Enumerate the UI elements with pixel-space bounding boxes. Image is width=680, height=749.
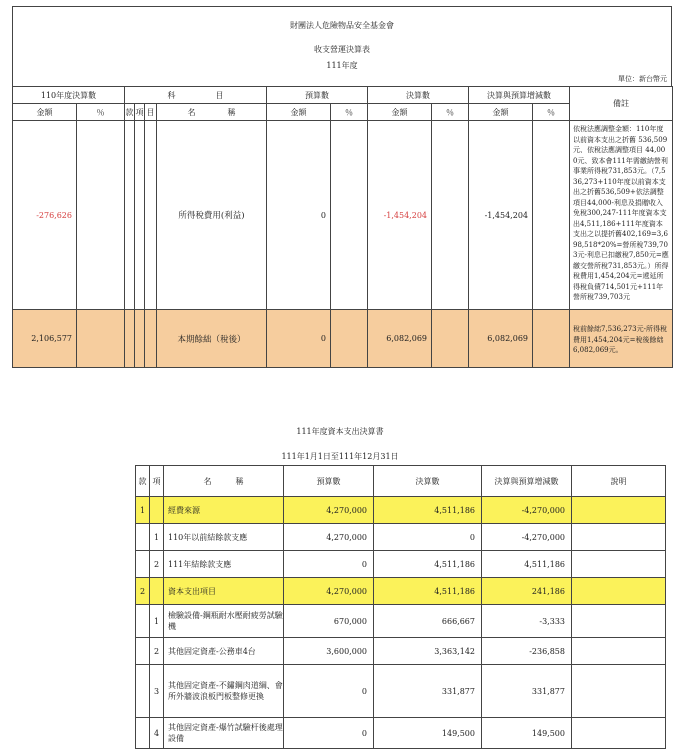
actual-amount: 6,082,069: [368, 310, 432, 368]
diff-amount: -3,333: [482, 605, 572, 638]
diff-amount: -4,270,000: [482, 524, 572, 551]
table-row: [136, 605, 666, 638]
revenue-expense-statement: [12, 6, 672, 368]
table-row: [136, 524, 666, 551]
sub-amount: 金額: [267, 104, 331, 121]
diff-amount: -1,454,204: [469, 121, 533, 310]
diff-amount: 331,877: [482, 665, 572, 718]
table-row: [136, 497, 666, 524]
col-actual: 決算數: [374, 466, 482, 497]
col-kuan: 款: [136, 466, 150, 497]
budget-amount: 4,270,000: [284, 497, 374, 524]
item-name: 其他固定資產-公務車4台: [164, 638, 284, 665]
actual-amount: 0: [374, 524, 482, 551]
desc-cell: [572, 578, 666, 605]
desc-cell: [572, 718, 666, 749]
col-budget: 預算數: [267, 87, 368, 104]
diff-amount: 241,186: [482, 578, 572, 605]
table-row: [13, 121, 673, 310]
col-name: 名 稱: [164, 466, 284, 497]
statement-year: 111年度: [326, 61, 358, 70]
table-row: [136, 718, 666, 749]
kuan-cell: [136, 551, 150, 578]
item-name: 經費來源: [164, 497, 284, 524]
xiang-cell: 3: [150, 665, 164, 718]
item-name: 其他固定資產-不鏽鋼肉道綱、會所外牆波浪板門板整修更換: [164, 665, 284, 718]
col-desc: 說明: [572, 466, 666, 497]
budget-amount: 0: [284, 551, 374, 578]
item-name: 110年以前結餘款支應: [164, 524, 284, 551]
sub-percent: ％: [533, 104, 570, 121]
sub-amount: 金額: [368, 104, 432, 121]
budget-amount: 670,000: [284, 605, 374, 638]
capex-period: 111年1月1日至111年12月31日: [281, 452, 399, 461]
item-name: 111年結餘款支應: [164, 551, 284, 578]
capex-title: 111年度資本支出決算書: [296, 427, 384, 436]
kuan-cell: [136, 638, 150, 665]
diff-amount: 4,511,186: [482, 551, 572, 578]
item-name: 本期餘絀（稅後）: [157, 310, 267, 368]
col-prev-year: 110年度決算數: [13, 87, 125, 104]
xiang-cell: [150, 497, 164, 524]
sub-kuan: 款: [125, 104, 135, 121]
sub-amount: 金額: [469, 104, 533, 121]
currency-unit: 單位：新台幣元: [618, 75, 667, 83]
actual-amount: 666,667: [374, 605, 482, 638]
budget-amount: 0: [267, 121, 331, 310]
xiang-cell: 4: [150, 718, 164, 749]
actual-amount: 149,500: [374, 718, 482, 749]
sub-percent: ％: [432, 104, 469, 121]
col-actual: 決算數: [368, 87, 469, 104]
sub-mu: 目: [145, 104, 157, 121]
actual-amount: 3,363,142: [374, 638, 482, 665]
diff-amount: 6,082,069: [469, 310, 533, 368]
xiang-cell: 2: [150, 638, 164, 665]
table-row-total: [13, 310, 673, 368]
xiang-cell: 1: [150, 605, 164, 638]
table-row: [136, 665, 666, 718]
col-budget: 預算數: [284, 466, 374, 497]
xiang-cell: 2: [150, 551, 164, 578]
table-row: [136, 551, 666, 578]
actual-amount: 4,511,186: [374, 578, 482, 605]
budget-amount: 0: [267, 310, 331, 368]
col-subject: 科 目: [125, 87, 267, 104]
item-name: 檢驗設備-鋼瓶耐水壓耐疲勞試驗機: [164, 605, 284, 638]
xiang-cell: 1: [150, 524, 164, 551]
desc-cell: [572, 524, 666, 551]
item-name: 其他固定資產-爆竹試驗杆後處理設備: [164, 718, 284, 749]
item-name: 所得稅費用(利益): [157, 121, 267, 310]
kuan-cell: 1: [136, 497, 150, 524]
col-diff: 決算與預算增減數: [469, 87, 570, 104]
diff-amount: -236,858: [482, 638, 572, 665]
kuan-cell: [136, 605, 150, 638]
budget-amount: 3,600,000: [284, 638, 374, 665]
kuan-cell: [136, 718, 150, 749]
desc-cell: [572, 551, 666, 578]
col-diff: 決算與預算增減數: [482, 466, 572, 497]
kuan-cell: [136, 665, 150, 718]
actual-amount: 4,511,186: [374, 497, 482, 524]
prev-amount: 2,106,577: [13, 310, 77, 368]
row-note: 稅前餘絀7,536,273元-所得稅費用1,454,204元=稅後餘絀6,082,069元。: [570, 310, 673, 368]
prev-amount: -276,626: [13, 121, 77, 310]
budget-amount: 0: [284, 718, 374, 749]
item-name: 資本支出項目: [164, 578, 284, 605]
sub-amount: 金額: [13, 104, 77, 121]
table-row: [136, 578, 666, 605]
capex-header-row: [136, 466, 666, 497]
budget-amount: 4,270,000: [284, 524, 374, 551]
statement-header: [12, 6, 672, 86]
table-row: [136, 638, 666, 665]
desc-cell: [572, 497, 666, 524]
sub-xiang: 項: [135, 104, 145, 121]
xiang-cell: [150, 578, 164, 605]
table-header-row: [13, 87, 673, 104]
actual-amount: 4,511,186: [374, 551, 482, 578]
statement-table: [12, 86, 673, 368]
actual-amount: -1,454,204: [368, 121, 432, 310]
budget-amount: 4,270,000: [284, 578, 374, 605]
row-note: 依稅法應調整金額：110年度以前資本支出之折舊 536,509元、依稅法應調整項目 44,000元、致本會111年需繳納營利事業所得稅731,853元。（7,536,273+110年度以前資本支出之折舊536,509+依法調整項目44,000-利息及捐贈收入免稅300,247-111年度資本支出4,511,186+111年度資本支出之以提折舊402,169=3,698,518*20%=營所稅739,703元-利息已扣繳稅7,850元=應繳交營所稅731,853元。）所得稅費用1,454,204元=遞延所得稅負債714,501元+111年營所稅739,703元: [570, 121, 673, 310]
kuan-cell: [136, 524, 150, 551]
col-note: 備註: [570, 87, 673, 121]
col-xiang: 項: [150, 466, 164, 497]
desc-cell: [572, 638, 666, 665]
diff-amount: -4,270,000: [482, 497, 572, 524]
kuan-cell: 2: [136, 578, 150, 605]
capex-table: [135, 465, 666, 749]
sub-percent: ％: [77, 104, 125, 121]
actual-amount: 331,877: [374, 665, 482, 718]
diff-amount: 149,500: [482, 718, 572, 749]
statement-title: 收支營運決算表: [314, 45, 370, 54]
desc-cell: [572, 665, 666, 718]
org-name: 財團法人危險物品安全基金會: [290, 21, 394, 30]
desc-cell: [572, 605, 666, 638]
sub-name: 名 稱: [157, 104, 267, 121]
budget-amount: 0: [284, 665, 374, 718]
sub-percent: ％: [331, 104, 368, 121]
